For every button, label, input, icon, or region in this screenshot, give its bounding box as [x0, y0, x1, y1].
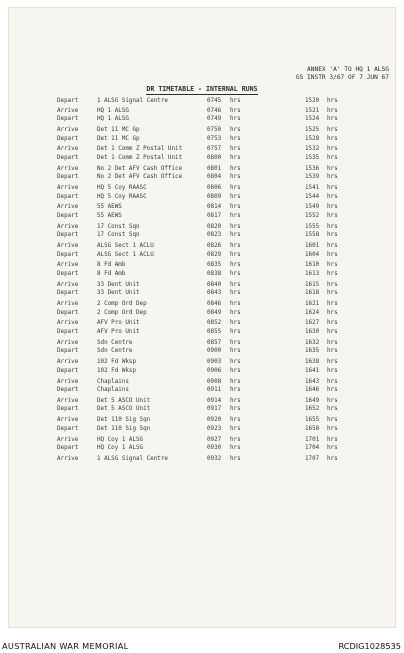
afternoon-unit: hrs [327, 127, 338, 134]
afternoon-time: 1532 [305, 146, 320, 153]
morning-unit: hrs [230, 445, 241, 452]
afternoon-time: 1624 [305, 309, 320, 316]
morning-unit: hrs [230, 309, 241, 316]
morning-time: 0927 [207, 436, 222, 443]
afternoon-time: 1632 [305, 339, 320, 346]
afternoon-unit: hrs [327, 445, 338, 452]
stop-location: HQ Coy 1 ALSG [97, 445, 144, 452]
morning-time: 0914 [207, 397, 222, 404]
timetable-row [9, 339, 395, 348]
timetable-row [9, 300, 395, 309]
timetable-row [9, 455, 395, 464]
morning-time: 0846 [207, 301, 222, 308]
stop-type: Arrive [57, 185, 79, 192]
morning-time: 0746 [207, 107, 222, 114]
afternoon-unit: hrs [327, 185, 338, 192]
afternoon-unit: hrs [327, 320, 338, 327]
timetable-group [9, 97, 395, 107]
timetable-group [9, 397, 395, 416]
stop-type: Depart [57, 329, 79, 336]
stop-type: Arrive [57, 107, 79, 114]
timetable-row [9, 358, 395, 367]
morning-unit: hrs [230, 378, 241, 385]
stop-location: Sdn Centre [97, 348, 133, 355]
afternoon-time: 1528 [305, 135, 320, 142]
timetable-row [9, 242, 395, 251]
timetable-row [9, 319, 395, 328]
morning-unit: hrs [230, 281, 241, 288]
stop-type: Depart [57, 387, 79, 394]
stop-location: ALSG Sect 1 ACLU [97, 243, 154, 250]
morning-time: 0932 [207, 455, 222, 462]
timetable-group [9, 281, 395, 300]
morning-time: 0843 [207, 290, 222, 297]
afternoon-unit: hrs [327, 406, 338, 413]
stop-location: Det 5 ASCO Unit [97, 397, 151, 404]
timetable-group [9, 339, 395, 358]
stop-location: AFV Pro Unit [97, 320, 140, 327]
afternoon-time: 1541 [305, 185, 320, 192]
afternoon-unit: hrs [327, 339, 338, 346]
afternoon-time: 1520 [305, 98, 320, 104]
afternoon-unit: hrs [327, 116, 338, 123]
morning-time: 0753 [207, 135, 222, 142]
morning-unit: hrs [230, 135, 241, 142]
timetable-row [9, 289, 395, 298]
stop-location: 102 Fd Wksp [97, 367, 137, 374]
afternoon-time: 1615 [305, 281, 320, 288]
stop-type: Depart [57, 348, 79, 355]
stop-location: AFV Pro Unit [97, 329, 140, 336]
afternoon-time: 1610 [305, 262, 320, 269]
timetable-row [9, 347, 395, 356]
morning-unit: hrs [230, 127, 241, 134]
title-text: DR TIMETABLE - INTERNAL RUNS [146, 85, 258, 93]
afternoon-time: 1544 [305, 193, 320, 200]
afternoon-unit: hrs [327, 378, 338, 385]
morning-time: 0817 [207, 213, 222, 219]
stop-location: HQ 5 Coy RAASC [97, 193, 147, 200]
timetable-row [9, 397, 395, 406]
stop-type: Depart [57, 406, 79, 413]
stop-location: Chaplains [97, 378, 129, 385]
afternoon-unit: hrs [327, 243, 338, 250]
morning-unit: hrs [230, 436, 241, 443]
afternoon-unit: hrs [327, 329, 338, 336]
morning-unit: hrs [230, 204, 241, 211]
timetable-group [9, 300, 395, 319]
stop-type: Depart [57, 213, 79, 219]
morning-unit: hrs [230, 193, 241, 200]
morning-time: 0757 [207, 146, 222, 153]
stop-type: Depart [57, 290, 79, 297]
afternoon-time: 1601 [305, 243, 320, 250]
timetable-group [9, 358, 395, 377]
afternoon-time: 1701 [305, 436, 320, 443]
stop-location: HQ 1 ALSG [97, 116, 129, 123]
timetable-row [9, 115, 395, 124]
timetable-row [9, 184, 395, 193]
stop-location: Det 110 Sig Sqn [97, 417, 151, 424]
afternoon-time: 1618 [305, 290, 320, 297]
morning-time: 0823 [207, 232, 222, 239]
stop-type: Arrive [57, 397, 79, 404]
morning-time: 0745 [207, 98, 222, 104]
afternoon-time: 1704 [305, 445, 320, 452]
stop-location: 2 Comp Ord Dep [97, 301, 147, 308]
document-sheet [9, 8, 395, 627]
afternoon-time: 1524 [305, 116, 320, 123]
afternoon-unit: hrs [327, 436, 338, 443]
morning-unit: hrs [230, 116, 241, 123]
morning-time: 0826 [207, 243, 222, 250]
document-title [9, 85, 395, 93]
morning-unit: hrs [230, 339, 241, 346]
morning-time: 0903 [207, 359, 222, 366]
stop-location: 1 ALSG Signal Centre [97, 455, 168, 462]
timetable-row [9, 203, 395, 212]
afternoon-unit: hrs [327, 301, 338, 308]
timetable-group [9, 378, 395, 397]
morning-time: 0804 [207, 174, 222, 181]
afternoon-time: 1539 [305, 174, 320, 181]
morning-unit: hrs [230, 213, 241, 219]
stop-location: Det 5 ASCO Unit [97, 406, 151, 413]
stop-location: 102 Fd Wksp [97, 359, 137, 366]
stop-type: Depart [57, 251, 79, 258]
morning-time: 0750 [207, 127, 222, 134]
timetable-row [9, 212, 395, 221]
timetable-group [9, 319, 395, 338]
afternoon-unit: hrs [327, 174, 338, 181]
morning-unit: hrs [230, 348, 241, 355]
morning-unit: hrs [230, 146, 241, 153]
timetable-row [9, 231, 395, 240]
stop-type: Arrive [57, 378, 79, 385]
morning-time: 0908 [207, 378, 222, 385]
afternoon-unit: hrs [327, 387, 338, 394]
afternoon-unit: hrs [327, 223, 338, 230]
timetable-group [9, 126, 395, 145]
stop-type: Arrive [57, 146, 79, 153]
afternoon-unit: hrs [327, 309, 338, 316]
stop-type: Arrive [57, 223, 79, 230]
timetable-row [9, 405, 395, 414]
morning-unit: hrs [230, 417, 241, 424]
morning-unit: hrs [230, 455, 241, 462]
stop-location: 8 Fd Amb [97, 271, 126, 278]
archive-id: RCDIG1028535 [338, 641, 401, 651]
morning-unit: hrs [230, 367, 241, 374]
afternoon-unit: hrs [327, 135, 338, 142]
stop-location: Sdn Centre [97, 339, 133, 346]
stop-type: Arrive [57, 436, 79, 443]
morning-time: 0911 [207, 387, 222, 394]
morning-time: 0930 [207, 445, 222, 452]
afternoon-unit: hrs [327, 193, 338, 200]
stop-location: 8 Fd Amb [97, 262, 126, 269]
afternoon-unit: hrs [327, 455, 338, 462]
morning-unit: hrs [230, 243, 241, 250]
timetable-group [9, 223, 395, 242]
afternoon-unit: hrs [327, 98, 338, 104]
timetable-row [9, 378, 395, 387]
morning-time: 0814 [207, 204, 222, 211]
stop-location: HQ Coy 1 ALSG [97, 436, 144, 443]
stop-type: Arrive [57, 320, 79, 327]
afternoon-unit: hrs [327, 348, 338, 355]
afternoon-time: 1549 [305, 204, 320, 211]
stop-location: 2 Comp Ord Dep [97, 309, 147, 316]
timetable-group [9, 261, 395, 280]
afternoon-time: 1635 [305, 348, 320, 355]
morning-time: 0906 [207, 367, 222, 374]
morning-unit: hrs [230, 406, 241, 413]
afternoon-time: 1536 [305, 165, 320, 172]
afternoon-time: 1552 [305, 213, 320, 219]
stop-location: Chaplains [97, 387, 129, 394]
timetable-row [9, 97, 395, 106]
morning-time: 0840 [207, 281, 222, 288]
timetable-group [9, 416, 395, 435]
afternoon-time: 1641 [305, 367, 320, 374]
timetable-group [9, 107, 395, 126]
timetable-row [9, 367, 395, 376]
afternoon-time: 1604 [305, 251, 320, 258]
stop-location: HQ 1 ALSG [97, 107, 129, 114]
afternoon-time: 1638 [305, 359, 320, 366]
morning-unit: hrs [230, 320, 241, 327]
timetable-row [9, 251, 395, 260]
stop-location: 55 AEWS [97, 204, 122, 211]
timetable-group [9, 203, 395, 222]
morning-unit: hrs [230, 301, 241, 308]
stop-location: HQ 5 Coy RAASC [97, 185, 147, 192]
stop-type: Arrive [57, 165, 79, 172]
afternoon-unit: hrs [327, 281, 338, 288]
morning-unit: hrs [230, 154, 241, 161]
timetable-group [9, 165, 395, 184]
stop-location: 17 Const Sqn [97, 232, 140, 239]
morning-time: 0917 [207, 406, 222, 413]
morning-time: 0829 [207, 251, 222, 258]
morning-unit: hrs [230, 165, 241, 172]
timetable-group [9, 184, 395, 203]
afternoon-time: 1655 [305, 417, 320, 424]
stop-type: Depart [57, 174, 79, 181]
morning-unit: hrs [230, 223, 241, 230]
stop-type: Arrive [57, 301, 79, 308]
timetable [9, 97, 395, 465]
timetable-row [9, 154, 395, 163]
stop-type: Arrive [57, 455, 79, 462]
stop-location: 1 ALSG Signal Centre [97, 98, 168, 104]
stop-location: 55 AEWS [97, 213, 122, 219]
afternoon-unit: hrs [327, 367, 338, 374]
timetable-row [9, 386, 395, 395]
morning-unit: hrs [230, 397, 241, 404]
afternoon-unit: hrs [327, 251, 338, 258]
stop-type: Arrive [57, 262, 79, 269]
timetable-row [9, 436, 395, 445]
morning-unit: hrs [230, 359, 241, 366]
timetable-row [9, 328, 395, 337]
stop-location: Det 110 Sig Sqn [97, 425, 151, 432]
morning-unit: hrs [230, 425, 241, 432]
stop-type: Depart [57, 309, 79, 316]
afternoon-unit: hrs [327, 417, 338, 424]
stop-type: Depart [57, 425, 79, 432]
afternoon-time: 1613 [305, 271, 320, 278]
morning-unit: hrs [230, 290, 241, 297]
afternoon-unit: hrs [327, 359, 338, 366]
afternoon-unit: hrs [327, 271, 338, 278]
morning-time: 0849 [207, 309, 222, 316]
morning-unit: hrs [230, 232, 241, 239]
timetable-group [9, 455, 395, 465]
timetable-row [9, 223, 395, 232]
morning-unit: hrs [230, 185, 241, 192]
afternoon-time: 1646 [305, 387, 320, 394]
stop-type: Depart [57, 232, 79, 239]
stop-location: 33 Dent Unit [97, 281, 140, 288]
afternoon-time: 1652 [305, 406, 320, 413]
afternoon-time: 1521 [305, 107, 320, 114]
afternoon-unit: hrs [327, 262, 338, 269]
timetable-row [9, 416, 395, 425]
morning-time: 0801 [207, 165, 222, 172]
morning-unit: hrs [230, 387, 241, 394]
stop-type: Arrive [57, 281, 79, 288]
timetable-row [9, 173, 395, 182]
afternoon-unit: hrs [327, 146, 338, 153]
morning-unit: hrs [230, 251, 241, 258]
stop-type: Depart [57, 135, 79, 142]
morning-time: 0749 [207, 116, 222, 123]
timetable-row [9, 444, 395, 453]
afternoon-unit: hrs [327, 232, 338, 239]
morning-unit: hrs [230, 174, 241, 181]
stop-type: Depart [57, 98, 79, 104]
timetable-row [9, 281, 395, 290]
stop-location: 17 Const Sqn [97, 223, 140, 230]
afternoon-time: 1643 [305, 378, 320, 385]
afternoon-unit: hrs [327, 213, 338, 219]
timetable-row [9, 107, 395, 116]
stop-type: Arrive [57, 417, 79, 424]
afternoon-unit: hrs [327, 397, 338, 404]
afternoon-unit: hrs [327, 425, 338, 432]
morning-unit: hrs [230, 329, 241, 336]
afternoon-time: 1558 [305, 232, 320, 239]
afternoon-time: 1707 [305, 455, 320, 462]
timetable-row [9, 425, 395, 434]
annex-line-1: ANNEX 'A' TO HQ 1 ALSG [307, 66, 389, 73]
stop-type: Depart [57, 445, 79, 452]
archive-label: AUSTRALIAN WAR MEMORIAL [2, 641, 129, 651]
morning-time: 0835 [207, 262, 222, 269]
stop-type: Arrive [57, 204, 79, 211]
morning-unit: hrs [230, 98, 241, 104]
afternoon-unit: hrs [327, 290, 338, 297]
stop-location: ALSG Sect 1 ACLU [97, 251, 154, 258]
stop-location: No 2 Det AFV Cash Office [97, 174, 183, 181]
stop-location: No 2 Det AFV Cash Office [97, 165, 183, 172]
timetable-row [9, 165, 395, 174]
morning-unit: hrs [230, 262, 241, 269]
afternoon-time: 1649 [305, 397, 320, 404]
stop-location: Det 1 Comm Z Postal Unit [97, 154, 183, 161]
stop-type: Depart [57, 193, 79, 200]
afternoon-time: 1555 [305, 223, 320, 230]
afternoon-time: 1658 [305, 425, 320, 432]
afternoon-unit: hrs [327, 107, 338, 114]
timetable-row [9, 193, 395, 202]
morning-unit: hrs [230, 271, 241, 278]
morning-time: 0806 [207, 185, 222, 192]
afternoon-time: 1535 [305, 154, 320, 161]
morning-time: 0920 [207, 417, 222, 424]
stop-location: Det 1 Comm Z Postal Unit [97, 146, 183, 153]
stop-type: Depart [57, 116, 79, 123]
stop-location: Det 11 MC Gp [97, 135, 140, 142]
afternoon-unit: hrs [327, 204, 338, 211]
timetable-row [9, 126, 395, 135]
timetable-row [9, 261, 395, 270]
stop-location: Det 11 MC Gp [97, 127, 140, 134]
stop-type: Arrive [57, 243, 79, 250]
afternoon-time: 1627 [305, 320, 320, 327]
stop-type: Arrive [57, 127, 79, 134]
annex-line-2: GS INSTR 3/67 OF 7 JUN 67 [295, 74, 389, 81]
afternoon-time: 1630 [305, 329, 320, 336]
timetable-group [9, 436, 395, 455]
morning-time: 0857 [207, 339, 222, 346]
stop-type: Depart [57, 367, 79, 374]
morning-time: 0923 [207, 425, 222, 432]
timetable-group [9, 242, 395, 261]
timetable-row [9, 309, 395, 318]
morning-time: 0900 [207, 348, 222, 355]
morning-time: 0809 [207, 193, 222, 200]
annex-reference [265, 66, 389, 82]
morning-time: 0800 [207, 154, 222, 161]
afternoon-unit: hrs [327, 165, 338, 172]
stop-type: Arrive [57, 339, 79, 346]
stop-type: Depart [57, 154, 79, 161]
morning-unit: hrs [230, 107, 241, 114]
afternoon-time: 1525 [305, 127, 320, 134]
stop-type: Arrive [57, 359, 79, 366]
timetable-row [9, 135, 395, 144]
stop-location: 33 Dent Unit [97, 290, 140, 297]
afternoon-time: 1621 [305, 301, 320, 308]
morning-time: 0838 [207, 271, 222, 278]
afternoon-unit: hrs [327, 154, 338, 161]
morning-time: 0820 [207, 223, 222, 230]
morning-time: 0852 [207, 320, 222, 327]
morning-time: 0855 [207, 329, 222, 336]
timetable-group [9, 145, 395, 164]
stop-type: Depart [57, 271, 79, 278]
timetable-row [9, 270, 395, 279]
timetable-row [9, 145, 395, 154]
